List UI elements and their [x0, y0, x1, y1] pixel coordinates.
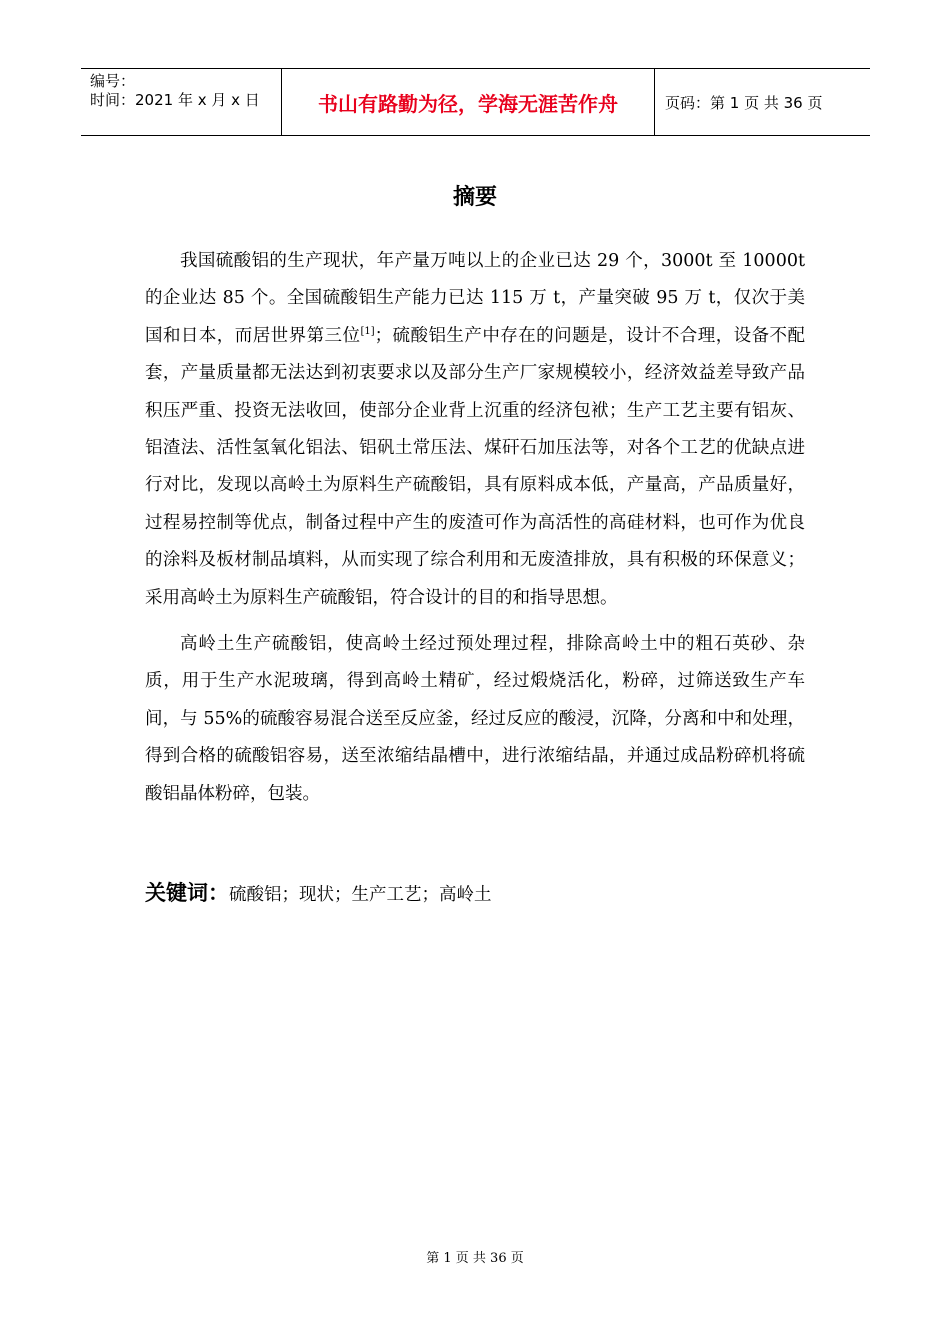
page-footer: 第 1 页 共 36 页 [426, 1251, 524, 1266]
abstract-body [145, 243, 805, 822]
abstract-paragraph-1 [145, 243, 805, 617]
header-meta [81, 69, 281, 135]
paragraph-1-text-cont: ；硫酸铝生产中存在的问题是，设计不合理，设备不配套，产量质量都无法达到初衷要求以及部分生产厂家规模较小，经济效益差导致产品积压严重、投资无法收回，使部分企业背上沉重的经济包袱；生产工艺主要有铝灰、铝渣法、活性氢氧化铝法、铝矾土常压法、煤矸石加压法等，对各个工艺的优缺点进行对比，发现以高岭土为原料生产硫酸铝，具有原料成本低，产量高，产品质量好，过程易控制等优点，制备过程中产生的废渣可作为高活性的高硅材料，也可作为优良的涂料及板材制品填料，从而实现了综合利用和无废渣排放，具有积极的环保意义；采用高岭土为原料生产硫酸铝，符合设计的目的和指导思想。 [145, 325, 806, 608]
abstract-paragraph-2: 高岭土生产硫酸铝，使高岭土经过预处理过程，排除高岭土中的粗石英砂、杂质，用于生产水泥玻璃，得到高岭土精矿，经过煅烧活化，粉碎，过筛送致生产车间，与 55%的硫酸容易混合送至反应釜，经过反应的酸浸，沉降，分离和中和处理，得到合格的硫酸铝容易，送至浓缩结晶槽中，进行浓缩结晶，并通过成品粉碎机将硫酸铝晶体粉碎，包装。 [145, 634, 805, 804]
page-title: 摘要 [452, 185, 497, 210]
header-code-label: 编号： [90, 72, 136, 90]
page-header [81, 68, 870, 136]
keywords-label: 关键词： [145, 881, 229, 905]
citation-1: [1] [360, 325, 375, 337]
keywords-value: 硫酸铝；现状；生产工艺；高岭土 [229, 885, 492, 905]
header-page-info: 页码：第 1 页 共 36 页 [665, 93, 823, 112]
header-date: 时间：2021 年 x 月 x 日 [90, 91, 260, 109]
paragraph-1-text: 我国硫酸铝的生产现状，年产量万吨以上的企业已达 29 个，3000t 至 10000t 的企业达 85 个。全国硫酸铝生产能力已达 115 万 t，产量突破 95 万 t，仅次于美国和日本，而居世界第三位 [145, 251, 805, 346]
header-motto: 书山有路勤为径，学海无涯苦作舟 [281, 69, 655, 135]
keywords-line [145, 878, 805, 910]
